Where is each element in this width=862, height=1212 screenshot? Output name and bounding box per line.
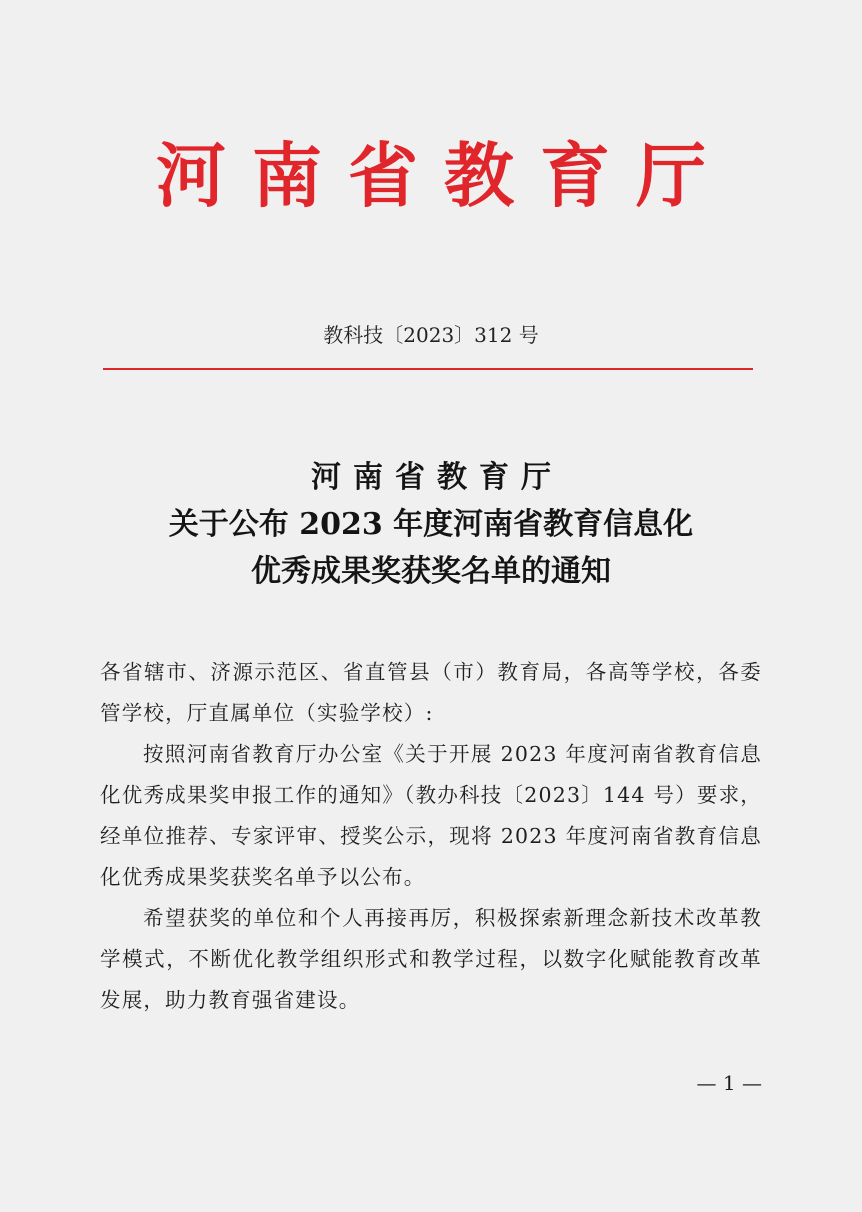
page-number: — 1 — <box>696 1071 762 1095</box>
notice-body <box>100 652 762 1021</box>
title-line-3: 优秀成果奖获奖名单的通知 <box>251 554 611 589</box>
notice-title <box>0 454 862 595</box>
body-paragraph-2: 希望获奖的单位和个人再接再厉，积极探索新理念新技术改革教学模式，不断优化教学组织形式和教学过程，以数字化赋能教育改革发展，助力教育强省建设。 <box>100 906 762 1012</box>
document-number: 教科技〔2023〕312 号 <box>323 323 539 347</box>
red-divider-line <box>103 368 753 370</box>
title-line-1: 河南省教育厅 <box>311 460 563 495</box>
agency-header: 河南省教育厅 <box>156 134 732 217</box>
addressee-paragraph: 各省辖市、济源示范区、省直管县（市）教育局，各高等学校，各委管学校，厅直属单位（实验学校）: <box>100 660 762 725</box>
body-paragraph-1: 按照河南省教育厅办公室《关于开展 2023 年度河南省教育信息化优秀成果奖申报工作的通知》（教办科技〔2023〕144 号）要求，经单位推荐、专家评审、授奖公示，现将 2023 年度河南省教育信息化优秀成果奖获奖名单予以公布。 <box>100 742 762 889</box>
title-line-2: 关于公布 2023 年度河南省教育信息化 <box>168 507 694 542</box>
